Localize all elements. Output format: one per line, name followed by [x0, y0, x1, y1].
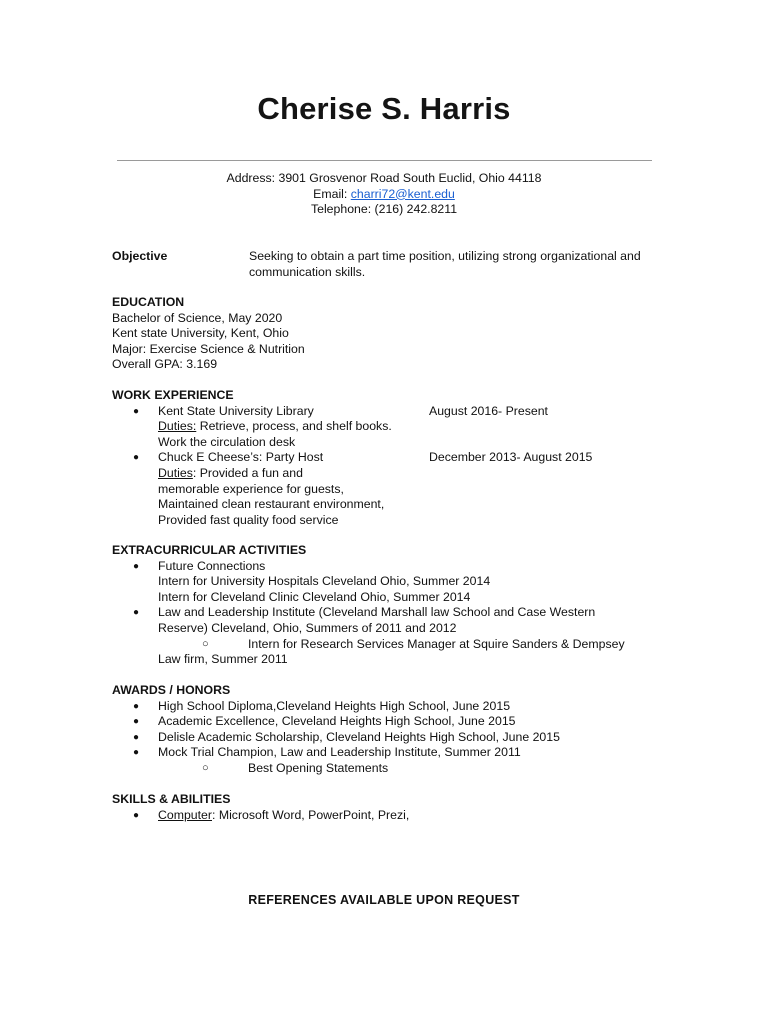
education-line: Bachelor of Science, May 2020: [112, 310, 283, 325]
activity-detail: Reserve) Cleveland, Ohio, Summers of 2011 and 2012: [158, 620, 457, 635]
activity-text: Law and Leadership Institute (Cleveland Marshall law School and Case Western: [158, 605, 596, 620]
bullet-icon: ●: [133, 452, 140, 464]
award-item: [112, 699, 672, 715]
activity-detail: Intern for University Hospitals Cleveland Ohio, Summer 2014: [158, 574, 491, 589]
duties-text: Retrieve, process, and shelf books.: [196, 419, 392, 434]
bullet-icon: ●: [133, 700, 140, 712]
job-item: [112, 404, 672, 420]
job-duties-line: Work the circulation desk: [158, 434, 296, 449]
duties-label: Duties:: [158, 419, 197, 434]
activity-subitem: [112, 637, 672, 653]
awards-section: [112, 683, 672, 777]
bullet-icon: ●: [133, 560, 140, 572]
objective-text: Seeking to obtain a part time position, utilizing strong organizational and communication skills.: [249, 249, 641, 279]
skill-item: [112, 808, 672, 824]
award-text: Academic Excellence, Cleveland Heights High School, June 2015: [158, 714, 516, 729]
computer-label: Computer: [158, 807, 212, 822]
award-item: [112, 730, 672, 746]
bullet-icon: ●: [133, 716, 140, 728]
education-line: Kent state University, Kent, Ohio: [112, 326, 289, 341]
duties-text: : Provided a fun and: [192, 465, 303, 480]
job-employer: Chuck E Cheese’s: Party Host: [158, 450, 324, 465]
telephone-line: Telephone: (216) 242.8211: [310, 202, 458, 217]
activity-detail: Intern for Cleveland Clinic Cleveland Ohio, Summer 2014: [158, 589, 471, 604]
skills-section: [112, 792, 672, 823]
activity-text: Future Connections: [158, 558, 266, 573]
education-line: Overall GPA: 3.169: [112, 357, 218, 372]
job-item: [112, 450, 672, 466]
duties-label: Duties: [158, 465, 193, 480]
award-text: Mock Trial Champion, Law and Leadership Institute, Summer 2011: [158, 745, 521, 760]
bullet-icon: ●: [133, 809, 140, 821]
contact-block: [0, 171, 768, 218]
education-heading: EDUCATION: [112, 295, 185, 309]
computer-skills: : Microsoft Word, PowerPoint, Prezi,: [212, 807, 410, 822]
job-duties-line: Maintained clean restaurant environment,: [158, 497, 385, 512]
email-line: [0, 187, 768, 203]
job-duties: [112, 419, 672, 435]
award-subitem: [112, 761, 672, 777]
job-duties-line: memorable experience for guests,: [158, 481, 344, 496]
award-item: [112, 745, 672, 761]
email-label: Email:: [313, 186, 351, 201]
circle-bullet-icon: ○: [202, 761, 209, 774]
awards-heading: AWARDS / HONORS: [112, 683, 231, 697]
award-text: Delisle Academic Scholarship, Cleveland Heights High School, June 2015: [158, 729, 560, 744]
email-link[interactable]: charri72@kent.edu: [350, 186, 455, 201]
job-date: August 2016- Present: [429, 403, 548, 418]
work-experience-section: [112, 388, 672, 528]
bullet-icon: ●: [133, 731, 140, 743]
award-text: High School Diploma,Cleveland Heights High School, June 2015: [158, 698, 511, 713]
job-date: December 2013- August 2015: [429, 450, 593, 465]
skills-heading: SKILLS & ABILITIES: [112, 792, 231, 806]
job-duties-line: Provided fast quality food service: [158, 512, 339, 527]
activity-subitem-text: Intern for Research Services Manager at Squire Sanders & Dempsey: [248, 636, 625, 651]
bullet-icon: ●: [133, 607, 140, 619]
work-experience-heading: WORK EXPERIENCE: [112, 388, 234, 402]
header-divider: [117, 160, 652, 161]
applicant-name: Cherise S. Harris: [257, 91, 511, 126]
extracurricular-section: [112, 543, 672, 668]
references-note: REFERENCES AVAILABLE UPON REQUEST: [248, 893, 520, 907]
objective-label: Objective: [112, 249, 168, 263]
circle-bullet-icon: ○: [202, 637, 209, 650]
extracurricular-heading: EXTRACURRICULAR ACTIVITIES: [112, 543, 307, 557]
award-item: [112, 714, 672, 730]
activity-item: [112, 559, 672, 575]
activity-item: [112, 605, 672, 621]
activity-subitem-cont: Law firm, Summer 2011: [158, 652, 288, 667]
job-employer: Kent State University Library: [158, 403, 314, 418]
address-line: Address: 3901 Grosvenor Road South Euclid, Ohio 44118: [226, 171, 542, 185]
bullet-icon: ●: [133, 405, 140, 417]
education-line: Major: Exercise Science & Nutrition: [112, 341, 305, 356]
education-section: [112, 295, 672, 373]
award-subitem-text: Best Opening Statements: [248, 760, 389, 775]
bullet-icon: ●: [133, 747, 140, 759]
job-duties: [112, 466, 672, 482]
